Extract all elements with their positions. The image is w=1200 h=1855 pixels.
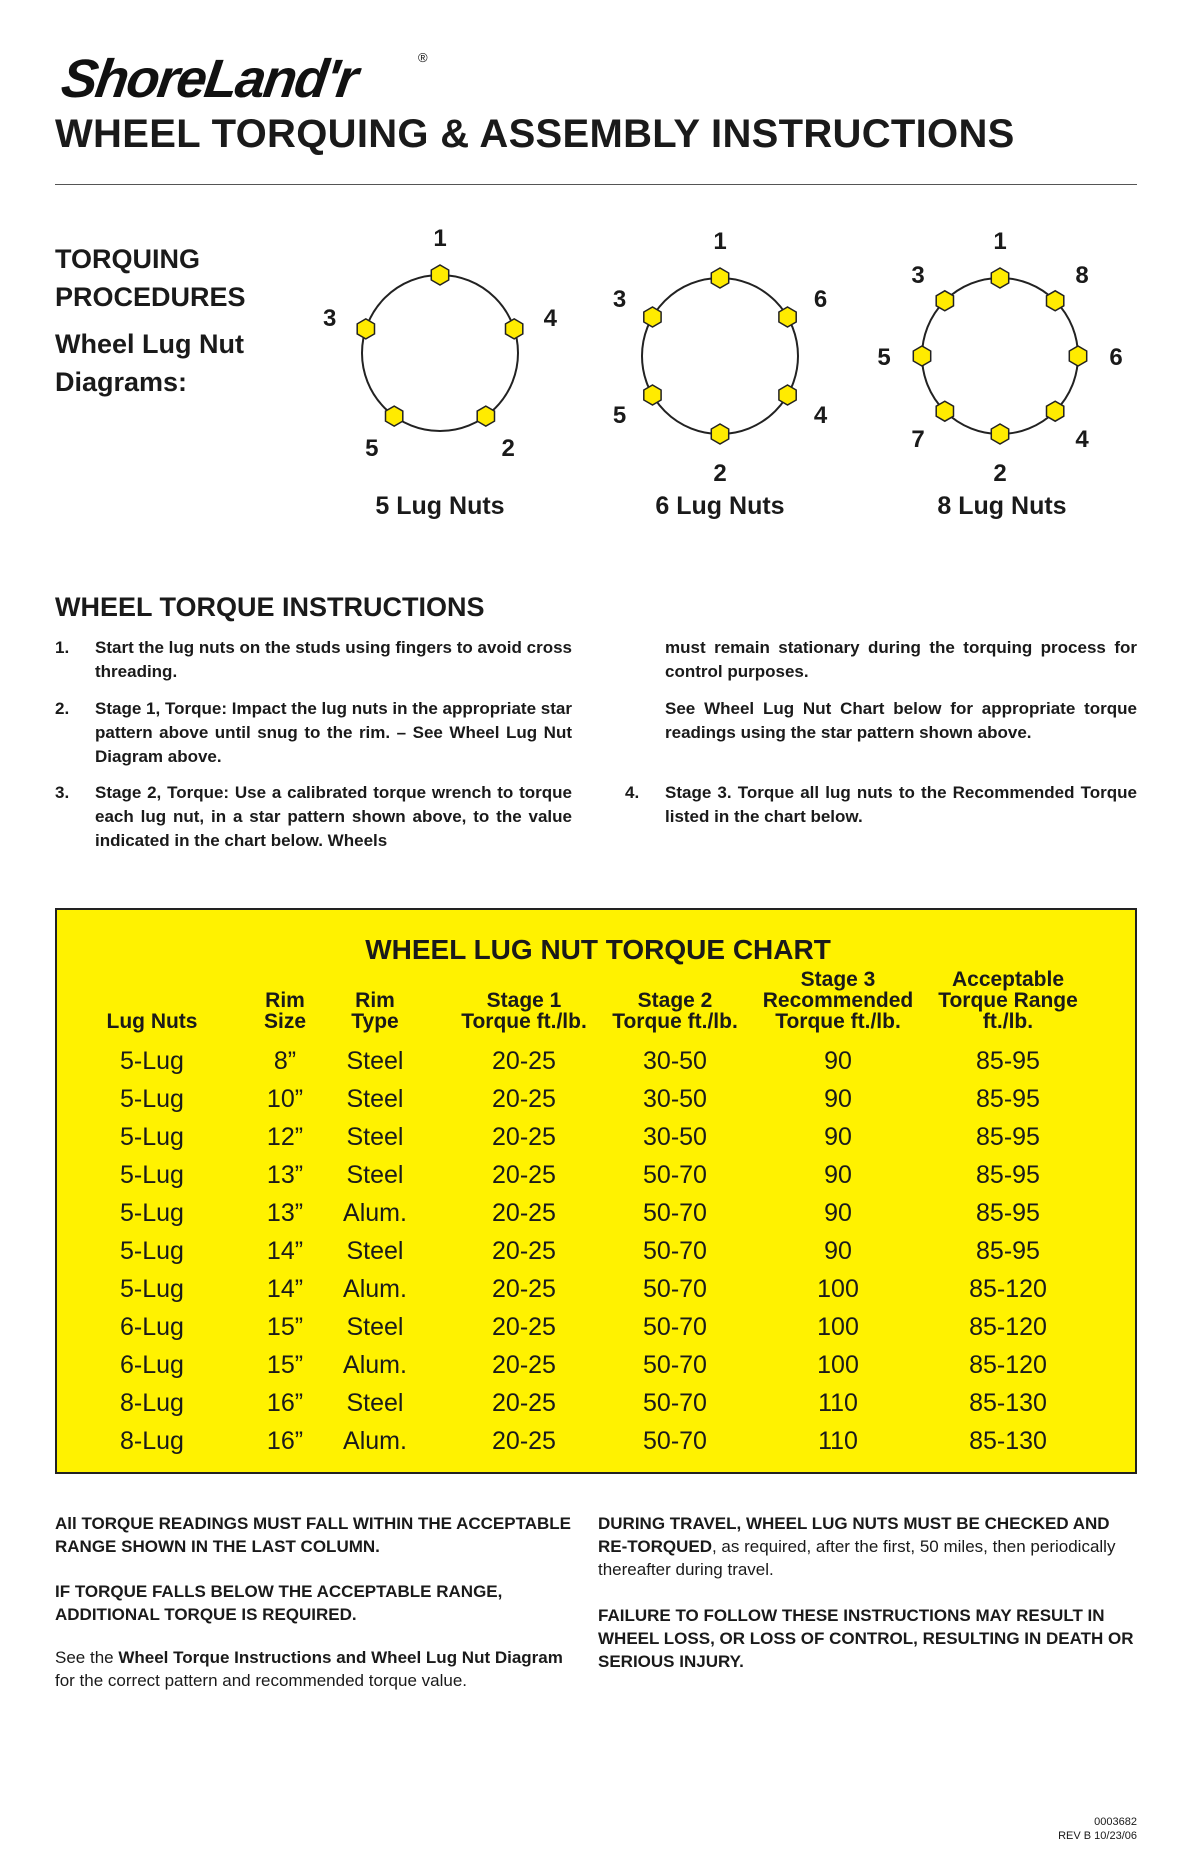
- lug-nut-icon: [991, 268, 1008, 288]
- reference-note-lead: See the: [55, 1648, 119, 1667]
- table-cell: 5-Lug: [120, 1047, 184, 1075]
- table-cell: 110: [818, 1389, 858, 1417]
- table-cell: 15”: [266, 1313, 304, 1341]
- lug-nut-order-label: 5: [877, 344, 891, 371]
- table-cell: 8-Lug: [120, 1427, 184, 1455]
- instruction-step: [55, 781, 572, 853]
- table-cell: 20-25: [492, 1047, 556, 1075]
- table-cell: 85-95: [976, 1123, 1040, 1151]
- lug-nut-icon: [936, 291, 953, 311]
- lug-nut-icon: [506, 319, 523, 339]
- lug-nut-order-label: 3: [911, 262, 925, 289]
- table-cell: 85-95: [976, 1199, 1040, 1227]
- table-cell: Alum.: [343, 1351, 407, 1379]
- table-cell: 20-25: [492, 1389, 556, 1417]
- instruction-step: [625, 697, 1137, 769]
- lug-nut-order-label: 4: [1075, 426, 1089, 453]
- table-cell: 14”: [266, 1275, 304, 1303]
- table-cell: Alum.: [343, 1427, 407, 1455]
- step-text: Stage 2, Torque: Use a calibrated torque wrench to torque each lug nut, in a star pattern shown above, to the value indicated in the chart below. Wheels: [95, 783, 572, 850]
- table-cell: Alum.: [343, 1275, 407, 1303]
- column-header: [748, 969, 928, 1032]
- brand-logo: ShoreLand'r: [57, 49, 361, 109]
- wheel-torque-instructions-title: WHEEL TORQUE INSTRUCTIONS: [55, 592, 485, 622]
- lug-nut-order-label: 4: [813, 402, 828, 429]
- lug-nut-order-label: 6: [1109, 344, 1123, 371]
- table-cell: 85-120: [969, 1351, 1047, 1379]
- lug-nut-icon: [431, 265, 448, 285]
- column-header-line: ft./lb.: [982, 1010, 1034, 1033]
- step-number: 1.: [55, 638, 70, 657]
- reference-note: [55, 1646, 575, 1692]
- lug-nut-order-label: 5: [612, 402, 627, 429]
- column-header-line: Lug Nuts: [106, 1010, 198, 1033]
- reference-note-emphasis: Wheel Torque Instructions and Wheel Lug Nut Diagram: [118, 1648, 563, 1667]
- table-cell: 20-25: [492, 1237, 556, 1265]
- lug-nut-order-label: 8: [1075, 262, 1089, 289]
- table-cell: 5-Lug: [120, 1123, 184, 1151]
- column-header-line: Stage 3: [800, 968, 876, 991]
- table-cell: 100: [817, 1275, 859, 1303]
- step-text: Start the lug nuts on the studs using fingers to avoid cross threading.: [95, 638, 572, 681]
- table-cell: 5-Lug: [120, 1085, 184, 1113]
- table-cell: 5-Lug: [120, 1275, 184, 1303]
- lug-nut-order-label: 5: [365, 434, 379, 462]
- table-cell: 50-70: [643, 1199, 707, 1227]
- lug-nut-icon: [779, 385, 796, 405]
- lug-nut-icon: [711, 424, 728, 444]
- table-cell: 30-50: [643, 1085, 707, 1113]
- lug-nut-diagrams-subtitle: Wheel Lug Nut Diagrams:: [55, 329, 244, 397]
- lug-nut-icon: [913, 346, 930, 366]
- lug-nut-order-label: 3: [323, 305, 337, 333]
- lug-nut-order-label: 2: [993, 460, 1007, 487]
- table-cell: Steel: [346, 1389, 404, 1417]
- table-cell: 50-70: [643, 1313, 707, 1341]
- table-cell: 5-Lug: [120, 1161, 184, 1189]
- table-cell: 100: [817, 1313, 859, 1341]
- acceptable-range-note: All TORQUE READINGS MUST FALL WITHIN THE ACCEPTABLE RANGE SHOWN IN THE LAST COLUMN.: [55, 1514, 571, 1556]
- table-cell: 13”: [266, 1161, 304, 1189]
- table-cell: 50-70: [643, 1351, 707, 1379]
- lug-nut-order-label: 2: [501, 434, 515, 462]
- step-number: 4.: [625, 783, 640, 802]
- column-header-line: Acceptable: [951, 968, 1065, 991]
- table-cell: 6-Lug: [120, 1351, 184, 1379]
- table-cell: 13”: [266, 1199, 304, 1227]
- column-header-line: Torque ft./lb.: [461, 1010, 587, 1033]
- table-cell: 20-25: [492, 1123, 556, 1151]
- torque-chart: [55, 908, 1137, 1474]
- table-cell: 85-95: [976, 1085, 1040, 1113]
- retorque-warning: [598, 1512, 1138, 1581]
- six-lug-caption: 6 Lug Nuts: [655, 492, 785, 520]
- step-text: Stage 1, Torque: Impact the lug nuts in the appropriate star pattern above until snug to the rim. – See Wheel Lug Nut Diagram above.: [95, 699, 572, 766]
- table-cell: 16”: [266, 1427, 304, 1455]
- lug-nut-icon: [1047, 401, 1064, 421]
- lug-nut-icon: [644, 307, 661, 327]
- document-meta: [1058, 1815, 1137, 1843]
- table-cell: 20-25: [492, 1427, 556, 1455]
- table-cell: Steel: [346, 1237, 404, 1265]
- table-cell: Steel: [346, 1313, 404, 1341]
- column-header-line: Size: [263, 1010, 307, 1033]
- column-header-line: Stage 1: [486, 989, 562, 1012]
- page-title: WHEEL TORQUING & ASSEMBLY INSTRUCTIONS: [55, 112, 1015, 156]
- table-cell: 8-Lug: [120, 1389, 184, 1417]
- table-cell: 8”: [273, 1047, 297, 1075]
- lug-nut-icon: [477, 406, 494, 426]
- instruction-step: [55, 636, 572, 684]
- five-lug-caption: 5 Lug Nuts: [375, 492, 505, 520]
- eight-lug-nut-diagram: [870, 228, 1130, 487]
- table-cell: 85-130: [969, 1427, 1047, 1455]
- table-cell: 85-95: [976, 1161, 1040, 1189]
- instruction-step: [625, 781, 1137, 829]
- table-cell: 85-120: [969, 1313, 1047, 1341]
- table-cell: 16”: [266, 1389, 304, 1417]
- wheel-circle: [362, 275, 518, 431]
- table-cell: 20-25: [492, 1085, 556, 1113]
- column-header-line: Stage 2: [637, 989, 713, 1012]
- lug-nut-order-label: 1: [433, 225, 447, 252]
- registered-mark: ®: [418, 50, 428, 65]
- lug-nut-icon: [1069, 346, 1086, 366]
- retorque-warning-tail: , as required, after the first, 50 miles, then periodically thereafter during travel.: [598, 1537, 1116, 1579]
- table-cell: 90: [824, 1047, 852, 1075]
- table-cell: 20-25: [492, 1199, 556, 1227]
- column-header-line: Recommended: [762, 989, 914, 1012]
- column-header-line: Torque ft./lb.: [775, 1010, 901, 1033]
- lug-nut-order-label: 1: [713, 228, 727, 255]
- table-cell: 50-70: [643, 1275, 707, 1303]
- table-cell: 85-120: [969, 1275, 1047, 1303]
- table-cell: Steel: [346, 1161, 404, 1189]
- table-cell: 50-70: [643, 1237, 707, 1265]
- instruction-step: [625, 636, 1137, 684]
- torquing-procedures-title: TORQUING PROCEDURES: [55, 244, 246, 312]
- table-cell: 50-70: [643, 1161, 707, 1189]
- instruction-step: [55, 697, 572, 769]
- table-cell: 15”: [266, 1351, 304, 1379]
- column-header: [585, 990, 765, 1032]
- lug-nut-order-label: 7: [911, 426, 925, 453]
- lug-nut-order-label: 3: [612, 286, 627, 313]
- step-text: must remain stationary during the torquing process for control purposes.: [665, 638, 1137, 681]
- step-text: Stage 3. Torque all lug nuts to the Recommended Torque listed in the chart below.: [665, 783, 1137, 826]
- column-header-line: Torque Range: [938, 989, 1078, 1012]
- table-cell: 90: [824, 1123, 852, 1151]
- table-cell: Steel: [346, 1085, 404, 1113]
- lug-nut-icon: [644, 385, 661, 405]
- table-cell: 12”: [266, 1123, 304, 1151]
- part-number: 0003682: [1094, 1816, 1137, 1828]
- lug-nut-order-label: 1: [993, 228, 1007, 255]
- lug-nut-icon: [386, 406, 403, 426]
- header-divider: [55, 184, 1137, 185]
- table-cell: 14”: [266, 1237, 304, 1265]
- table-cell: 50-70: [643, 1427, 707, 1455]
- table-cell: 20-25: [492, 1313, 556, 1341]
- lug-nut-icon: [936, 401, 953, 421]
- table-cell: 30-50: [643, 1123, 707, 1151]
- additional-torque-note: IF TORQUE FALLS BELOW THE ACCEPTABLE RANGE, ADDITIONAL TORQUE IS REQUIRED.: [55, 1582, 503, 1624]
- lug-nut-icon: [779, 307, 796, 327]
- lug-nut-icon: [991, 424, 1008, 444]
- failure-warning: FAILURE TO FOLLOW THESE INSTRUCTIONS MAY RESULT IN WHEEL LOSS, OR LOSS OF CONTROL, RESULTING IN DEATH OR SERIOUS INJURY.: [598, 1606, 1134, 1671]
- retorque-warning-emphasis: DURING TRAVEL, WHEEL LUG NUTS MUST BE CHECKED AND RE-TORQUED: [598, 1514, 1110, 1556]
- table-cell: Steel: [346, 1047, 404, 1075]
- column-header-line: Torque ft./lb.: [612, 1010, 738, 1033]
- lug-nut-icon: [711, 268, 728, 288]
- eight-lug-caption: 8 Lug Nuts: [937, 492, 1067, 520]
- table-cell: 30-50: [643, 1047, 707, 1075]
- table-cell: 85-130: [969, 1389, 1047, 1417]
- table-cell: 90: [824, 1085, 852, 1113]
- column-header: [918, 969, 1098, 1032]
- column-header-line: Rim: [265, 989, 305, 1012]
- table-cell: 85-95: [976, 1237, 1040, 1265]
- table-cell: 5-Lug: [120, 1237, 184, 1265]
- table-cell: 20-25: [492, 1161, 556, 1189]
- lug-nut-order-label: 6: [813, 286, 828, 313]
- table-cell: Alum.: [343, 1199, 407, 1227]
- table-cell: Steel: [346, 1123, 404, 1151]
- table-cell: 50-70: [643, 1389, 707, 1417]
- step-text: See Wheel Lug Nut Chart below for appropriate torque readings using the star pattern shown above.: [665, 699, 1137, 742]
- step-number: 3.: [55, 783, 70, 802]
- table-cell: 20-25: [492, 1275, 556, 1303]
- table-cell: 6-Lug: [120, 1313, 184, 1341]
- lug-nut-order-label: 4: [543, 305, 557, 333]
- lug-nut-icon: [1047, 291, 1064, 311]
- table-cell: 10”: [266, 1085, 304, 1113]
- table-cell: 100: [817, 1351, 859, 1379]
- table-cell: 5-Lug: [120, 1199, 184, 1227]
- table-cell: 90: [824, 1237, 852, 1265]
- table-cell: 90: [824, 1199, 852, 1227]
- column-header-line: Rim: [355, 989, 395, 1012]
- column-header-line: Type: [351, 1010, 399, 1033]
- five-lug-nut-diagram: [310, 225, 570, 468]
- revision-date: REV B 10/23/06: [1058, 1830, 1137, 1842]
- step-number: 2.: [55, 699, 70, 718]
- lug-nut-order-label: 2: [713, 460, 727, 487]
- table-cell: 90: [824, 1161, 852, 1189]
- wheel-circle: [642, 278, 798, 434]
- six-lug-nut-diagram: [590, 228, 850, 487]
- table-cell: 85-95: [976, 1047, 1040, 1075]
- reference-note-tail: for the correct pattern and recommended torque value.: [55, 1671, 468, 1690]
- table-cell: 20-25: [492, 1351, 556, 1379]
- lug-nut-icon: [357, 319, 374, 339]
- table-cell: 110: [818, 1427, 858, 1455]
- torque-chart-title: WHEEL LUG NUT TORQUE CHART: [365, 934, 831, 965]
